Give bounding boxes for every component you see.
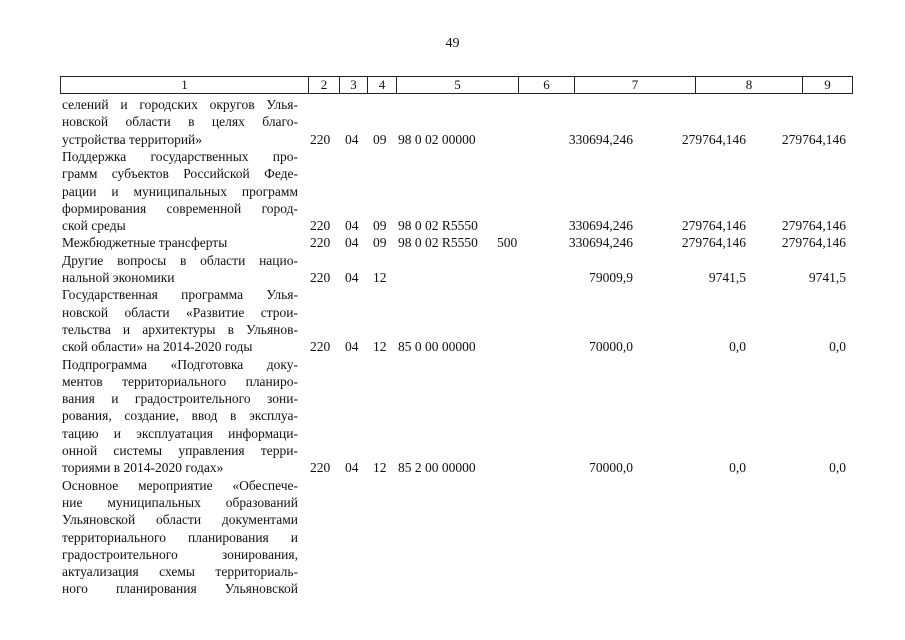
row-description-line: Основное мероприятие «Обеспече- <box>62 477 298 493</box>
cell-col-2: 220 <box>310 131 331 147</box>
row-description-line: грамм субъектов Российской Феде- <box>62 166 298 182</box>
row-description-line: Поддержка государственных про- <box>62 148 298 164</box>
cell-col-2: 220 <box>310 339 331 355</box>
cell-col-9: 0,0 <box>829 460 846 476</box>
row-description-line: новской области «Развитие строи- <box>62 304 298 320</box>
cell-col-9: 279764,146 <box>781 131 846 147</box>
cell-col-5: 98 0 02 R5550 <box>398 235 478 251</box>
header-cell-9: 9 <box>802 77 852 93</box>
row-description-line: градостроительного зонирования, <box>62 546 298 562</box>
cell-col-8: 279764,146 <box>681 131 746 147</box>
page-number: 49 <box>445 36 460 51</box>
cell-col-7: 330694,246 <box>568 218 633 234</box>
cell-col-4: 09 <box>373 131 387 147</box>
row-description-line: онной системы управления терри- <box>62 443 298 458</box>
cell-col-7: 330694,246 <box>568 235 633 251</box>
cell-col-4: 09 <box>373 218 387 234</box>
row-description-line: территориального планирования и <box>62 529 298 545</box>
row-description-line: тацию и эксплуатация информаци- <box>62 425 298 441</box>
cell-col-3: 04 <box>345 339 359 355</box>
row-description-line: тельства и архитектуры в Ульянов- <box>62 321 298 337</box>
table-header-row <box>60 76 853 94</box>
cell-col-3: 04 <box>345 131 359 147</box>
header-cell-3: 3 <box>339 77 367 93</box>
row-description-line: ного планирования Ульяновской <box>62 581 298 597</box>
row-description-line: Межбюджетные трансферты <box>62 235 228 251</box>
cell-col-7: 330694,246 <box>568 131 633 147</box>
cell-col-9: 0,0 <box>829 339 846 355</box>
row-description-line: Ульяновской области документами <box>62 512 298 528</box>
cell-col-7: 79009,9 <box>589 270 633 285</box>
row-description-line: селений и городских округов Улья- <box>62 97 298 112</box>
cell-col-8: 0,0 <box>729 460 746 476</box>
cell-col-4: 09 <box>373 235 387 251</box>
cell-col-5: 85 0 00 00000 <box>398 339 476 355</box>
row-description-line: Подпрограмма «Подготовка доку- <box>62 356 298 372</box>
row-description-line: нальной экономики <box>62 270 175 285</box>
row-description-line: вания и градостроительного зони- <box>62 391 298 407</box>
cell-col-5: 98 0 02 R5550 <box>398 218 478 234</box>
cell-col-4: 12 <box>373 270 387 285</box>
row-description-line: ской области» на 2014-2020 годы <box>62 339 253 355</box>
cell-col-2: 220 <box>310 270 331 285</box>
cell-col-9: 279764,146 <box>781 218 846 234</box>
header-cell-1: 1 <box>181 77 188 92</box>
cell-col-8: 279764,146 <box>681 218 746 234</box>
row-description-line: рования, создание, ввод в эксплуа- <box>62 408 298 424</box>
header-cell-5: 5 <box>396 77 518 93</box>
cell-col-3: 04 <box>345 270 359 285</box>
cell-col-7: 70000,0 <box>589 339 633 355</box>
row-description-line: Другие вопросы в области нацио- <box>62 252 298 268</box>
row-description-line: ториями в 2014-2020 годах» <box>62 460 224 476</box>
cell-col-2: 220 <box>310 460 331 476</box>
cell-col-3: 04 <box>345 218 359 234</box>
row-description-line: ской среды <box>62 218 126 234</box>
cell-col-2: 220 <box>310 218 331 234</box>
cell-col-4: 12 <box>373 460 387 476</box>
row-description-line: ментов территориального планиро- <box>62 373 298 389</box>
header-cell-6: 6 <box>518 77 574 93</box>
cell-col-3: 04 <box>345 235 359 251</box>
row-description-line: устройства территорий» <box>62 131 203 147</box>
cell-col-8: 9741,5 <box>708 270 746 285</box>
cell-col-5: 85 2 00 00000 <box>398 460 476 476</box>
cell-col-2: 220 <box>310 235 331 251</box>
row-description-line: рации и муниципальных программ <box>62 183 298 199</box>
cell-col-9: 279764,146 <box>781 235 846 251</box>
cell-col-6: 500 <box>497 235 518 251</box>
header-cell-7: 7 <box>574 77 695 93</box>
cell-col-8: 0,0 <box>729 339 746 355</box>
cell-col-3: 04 <box>345 460 359 476</box>
header-cell-2: 2 <box>308 77 339 93</box>
cell-col-9: 9741,5 <box>808 270 846 285</box>
cell-col-5: 98 0 02 00000 <box>398 131 476 147</box>
row-description-line: актуализация схемы территориаль- <box>62 564 298 580</box>
cell-col-8: 279764,146 <box>681 235 746 251</box>
header-cell-8: 8 <box>695 77 802 93</box>
row-description-line: новской области в целях благо- <box>62 114 298 130</box>
cell-col-7: 70000,0 <box>589 460 633 476</box>
cell-col-4: 12 <box>373 339 387 355</box>
row-description-line: Государственная программа Улья- <box>62 287 298 303</box>
row-description-line: ние муниципальных образований <box>62 494 298 510</box>
row-description-line: формирования современной город- <box>62 200 298 216</box>
header-cell-4: 4 <box>367 77 396 93</box>
